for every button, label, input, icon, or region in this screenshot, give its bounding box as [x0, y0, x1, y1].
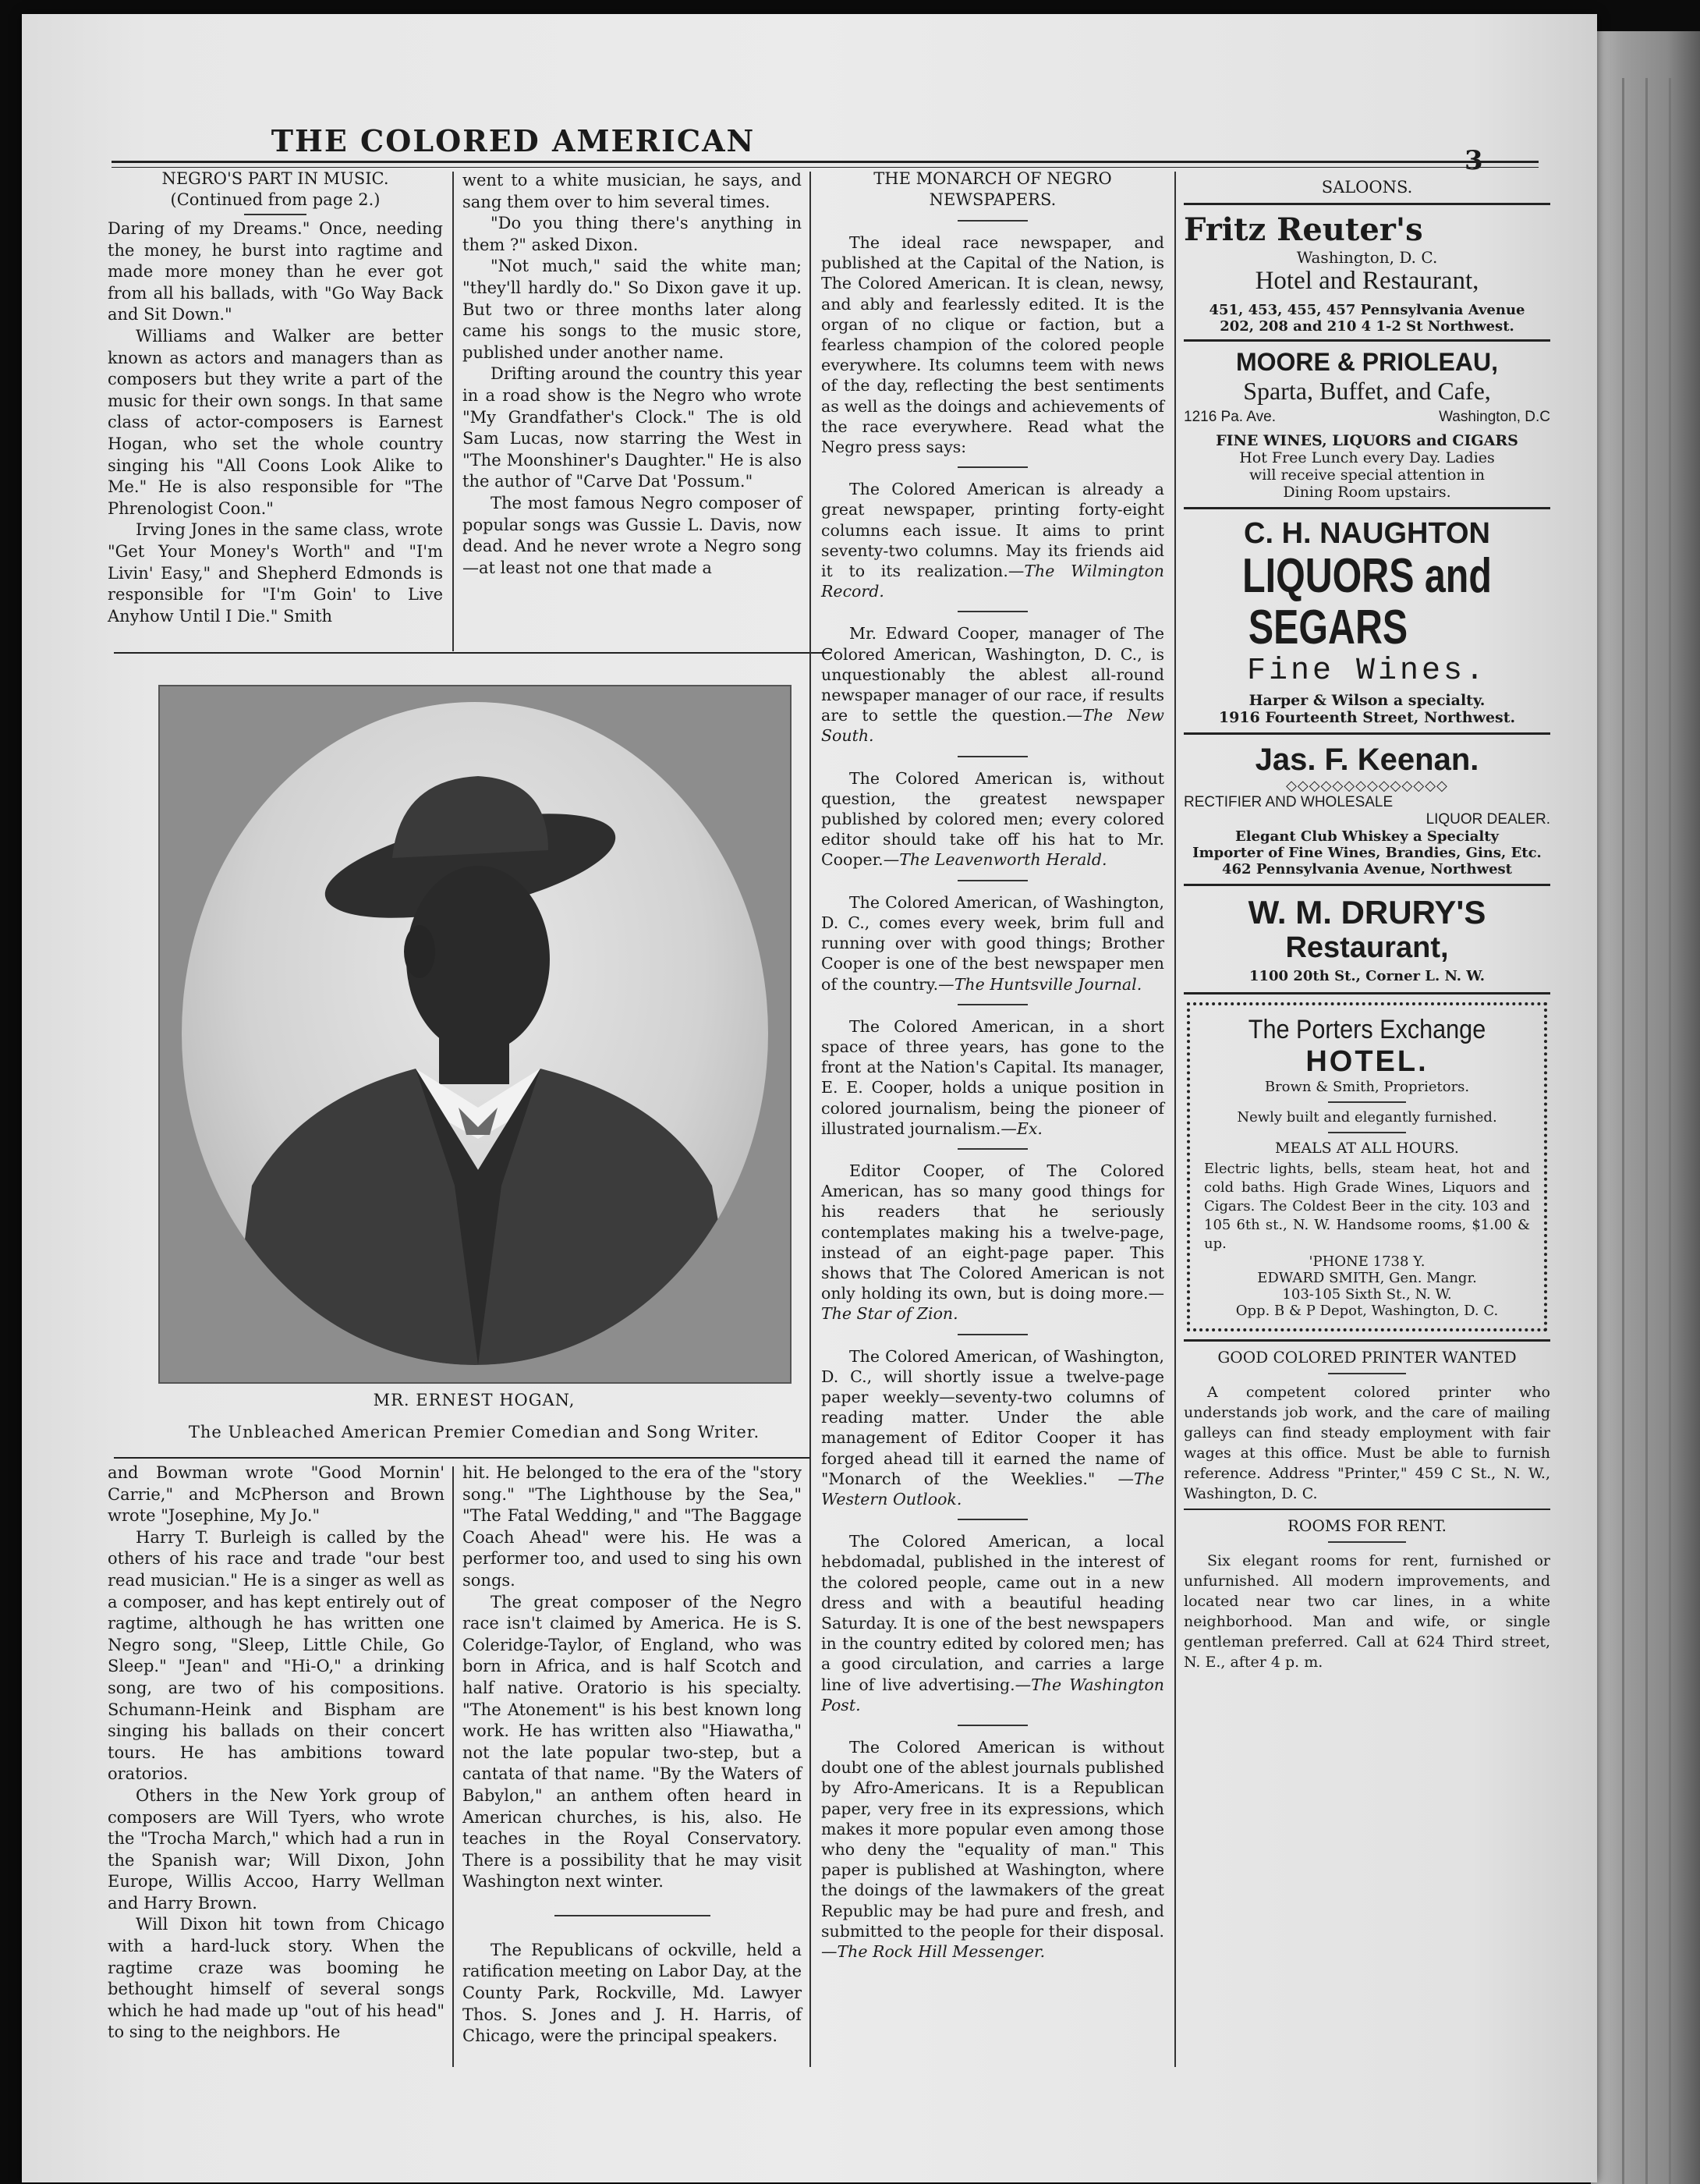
ad-drury: [1184, 886, 1550, 992]
portrait-photo: [158, 685, 792, 1384]
advertisements: [1184, 178, 1550, 1677]
masthead: THE COLORED AMERICAN: [271, 123, 756, 158]
ad-description: Electric lights, bells, steam heat, hot and cold baths. High Grade Wines, Liquors and Cigars. The Coldest Beer in the city. 103 and 105 6th st., N. W. Handsome rooms, $1.00 & up.: [1204, 1161, 1530, 1252]
newspaper-page: [22, 14, 1597, 2182]
ad-line: Importer of Fine Wines, Brandies, Gins, Etc.: [1192, 845, 1542, 861]
quote-source: The Star of Zion.: [821, 1304, 958, 1324]
rule: [958, 1725, 1028, 1726]
ad-address: 1216 Pa. Ave.: [1184, 409, 1276, 425]
ad-heading: GOOD COLORED PRINTER WANTED: [1217, 1348, 1517, 1367]
page-edge: [1591, 31, 1700, 2184]
ad-title: The Porters Exchange: [1248, 1015, 1486, 1044]
quote-text: The Colored American is without doubt one of the ablest journals published by Afro-Americans. It is a Republican paper, very free in its expressions, which makes it more popular even among those who deny the "equality of man." This paper is published at Washington, where the doings of the lawmakers of the great Republic may be had pure and fresh, and submitted to the people for their disposal.—: [821, 1738, 1164, 1962]
rule: [958, 466, 1028, 468]
ad-city: Washington, D.C: [1439, 409, 1550, 425]
ad-address: 1916 Fourteenth Street, Northwest.: [1218, 709, 1516, 726]
ad-line: Hot Free Lunch every Day. Ladies: [1239, 449, 1495, 466]
article-subheading: (Continued from page 2.): [170, 190, 381, 209]
article-music-col2: [462, 170, 802, 579]
ad-porters-exchange: [1187, 1002, 1547, 1331]
press-quotes: [821, 466, 1164, 1962]
rule: [958, 1004, 1028, 1005]
press-quote: [821, 1737, 1164, 1962]
ad-phone: 'PHONE 1738 Y.: [1309, 1253, 1426, 1270]
quote-text: The Colored American is, without question, the greatest newspaper published by colored men; every colored editor should take off his hat to Mr. Cooper.—: [821, 768, 1164, 870]
column-rule: [809, 172, 811, 2067]
quote-text: Mr. Edward Cooper, manager of The Colored American, Washington, D. C., is unquestionably the ablest all-round newspaper manager of our race, if results are to settle the question.—: [821, 624, 1164, 725]
ad-address: 202, 208 and 210 4 1-2 St Northwest.: [1220, 318, 1514, 335]
rule: [1328, 1373, 1406, 1374]
article-heading: NEGRO'S PART IN MUSIC.: [161, 169, 389, 188]
paragraph: Irving Jones in the same class, wrote "Get Your Money's Worth" and "I'm Livin' Easy," and Shepherd Edmonds is responsible for "I'm Goin' to Live Anyhow Until I Die." Smith: [108, 520, 443, 626]
paragraph: The most famous Negro composer of popular songs was Gussie L. Davis, now dead. And he never wrote a Negro song—at least not one that made a: [462, 493, 802, 577]
ad-subtitle: HOTEL.: [1305, 1045, 1429, 1078]
quote-text: The Colored American, a local hebdomadal, published in the interest of the colored people, came out in a new dress and with a beautiful heading Saturday. It is one of the best newspapers in the country edited by colored men; has a good circulation, and carries a large line of live advertising.—: [821, 1532, 1164, 1694]
caption-rule: [114, 1457, 809, 1459]
press-quote: [821, 892, 1164, 994]
rule: [958, 1148, 1028, 1150]
ad-line: Harper & Wilson a specialty.: [1248, 692, 1486, 709]
quote-source: The Western Outlook.: [821, 1469, 1164, 1509]
photo-caption-desc: The Unbleached American Premier Comedian and Song Writer.: [188, 1423, 760, 1441]
masthead-rule: [112, 161, 1539, 163]
article-music-lower2: [462, 1462, 802, 2048]
ad-manager: EDWARD SMITH, Gen. Mangr.: [1257, 1270, 1477, 1286]
ad-line: will receive special attention in: [1249, 466, 1485, 484]
rule: [958, 220, 1028, 222]
ad-heading: ROOMS FOR RENT.: [1287, 1516, 1447, 1535]
quote-source: The New South.: [821, 706, 1164, 746]
paragraph: Others in the New York group of composers are Will Tyers, who wrote the "Trocha March," which had a run in the Spanish war; Will Dixon, John Europe, Willis Accoo, Harry Wellman and Harry Brown.: [108, 1785, 444, 1913]
rule: [244, 214, 306, 215]
rule: [1328, 1541, 1406, 1543]
rule: [958, 880, 1028, 881]
rule: [958, 1334, 1028, 1335]
paragraph: and Bowman wrote "Good Mornin' Carrie," and McPherson and Brown wrote "Josephine, My Jo.": [108, 1463, 444, 1526]
rule: [1328, 1132, 1406, 1133]
press-quote: [821, 1346, 1164, 1510]
ad-naughton: [1184, 509, 1550, 732]
rule: [958, 611, 1028, 612]
article-heading: THE MONARCH OF NEGRO NEWSPAPERS.: [873, 169, 1112, 209]
ad-address: Opp. B & P Depot, Washington, D. C.: [1235, 1303, 1499, 1319]
quote-source: The Wilmington Record.: [821, 562, 1164, 601]
ad-big-line: SEGARS: [1248, 601, 1408, 654]
ad-address: 462 Pennsylvania Avenue, Northwest: [1222, 861, 1512, 878]
press-quote: [821, 1531, 1164, 1715]
ad-line: LIQUOR DEALER.: [1426, 811, 1550, 828]
paragraph: Will Dixon hit town from Chicago with a hard-luck story. When the ragtime craze was booming he bethought himself of several songs which he had made up "out of his head" to sing to the neighbors. He: [108, 1915, 444, 2042]
ad-title: W. M. DRURY'S: [1248, 894, 1486, 931]
quote-text: The Colored American, of Washington, D. C., will shortly issue a twelve-page paper weekly—seventy-two columns of reading matter. Under the able management of Editor Cooper it has forged ahead till it earned the name of "Monarch of the Weeklies." —: [821, 1346, 1164, 1488]
article-music-lower1: [108, 1462, 444, 2044]
column-rule: [452, 1466, 454, 2067]
ad-title: Jas. F. Keenan.: [1255, 743, 1479, 777]
ad-title: C. H. NAUGHTON: [1244, 517, 1490, 550]
ad-line: FINE WINES, LIQUORS and CIGARS: [1216, 432, 1518, 449]
ad-moore-prioleau: [1184, 342, 1550, 507]
paragraph: went to a white musician, he says, and sang them over to him several times.: [462, 171, 802, 211]
column-rule: [1174, 172, 1176, 2067]
rule: [554, 1915, 710, 1916]
edge-line: [1622, 78, 1624, 2184]
press-quote: [821, 623, 1164, 746]
paragraph: The great composer of the Negro race isn't claimed by America. He is S. Coleridge-Taylor, of England, who was born in Africa, and is half Scotch and half native. Oratorio is his specialty. "The Atonement" is his best known long work. He has written also "Hiawatha," not the late popular two-step, but a cantata of that name. "By the Waters of Babylon," an anthem often heard in American churches, is his, also. He teaches in the Royal Conservatory. There is a possibility that he may visit Washington next winter.: [462, 1592, 802, 1892]
quote-text: The Colored American is already a great newspaper, printing forty-eight columns each issue. It aims to print seventy-two columns. May its friends aid it to its realization.—: [821, 480, 1164, 581]
paragraph: Drifting around the country this year in a road show is the Negro who wrote "My Grandfather's Clock." The is old Sam Lucas, now starring the West in "The Moonshiner's Daughter." He is also the author of "Carve Dat 'Possum.": [462, 364, 802, 491]
rule: [1328, 1101, 1406, 1103]
ad-fritz-reuter: [1184, 205, 1550, 339]
ad-address: 103-105 Sixth St., N. W.: [1282, 1286, 1452, 1303]
ad-text: A competent colored printer who understands job work, and the care of mailing galleys can find steady employment with fair wages at this office. Must be able to furnish reference. Address "Printer," 459 C St., N. W., Washington, D. C.: [1184, 1384, 1550, 1502]
quote-source: Ex.: [1016, 1119, 1043, 1138]
quote-source: The Leavenworth Herald.: [899, 850, 1107, 870]
ad-big-line: LIQUORS and: [1242, 549, 1492, 603]
press-quote: [821, 768, 1164, 870]
ad-subtitle: Sparta, Buffet, and Cafe,: [1243, 377, 1491, 405]
paragraph: The ideal race newspaper, and published at the Capital of the Nation, is The Colored American. It is clean, newsy, and ably and fearlessly edited. It is the organ of no clique or faction, but a fearless champion of the colored people everywhere. Its columns teem with news of the day, reflecting the best sentiments as well as the doings and achievements of the race everywhere. Read what the Negro press says:: [821, 233, 1164, 457]
column-rule: [452, 172, 454, 651]
ad-line: Brown & Smith, Proprietors.: [1264, 1079, 1470, 1095]
ad-rooms-for-rent: [1184, 1510, 1550, 1677]
ad-line: MEALS AT ALL HOURS.: [1275, 1140, 1459, 1157]
quote-source: The Huntsville Journal.: [954, 974, 1142, 994]
article-rule: [114, 652, 831, 654]
ad-address: 1100 20th St., Corner L. N. W.: [1248, 968, 1485, 984]
paragraph: The Republicans of ockville, held a ratification meeting on Labor Day, at the County Park, Rockville, Md. Lawyer Thos. S. Jones and J. H. Harris, of Chicago, were the principal speakers.: [462, 1940, 802, 2046]
ad-title: Fritz Reuter's: [1184, 211, 1423, 248]
quote-text: The Colored American, of Washington, D. C., comes every week, brim full and running over with good things; Brother Cooper is one of the best newspaper men of the country.—: [821, 892, 1164, 994]
ad-ornament: ◇◇◇◇◇◇◇◇◇◇◇◇◇◇: [1286, 778, 1448, 794]
press-quote: [821, 1016, 1164, 1139]
edge-line: [1645, 78, 1648, 2184]
photo-caption-name: MR. ERNEST HOGAN,: [373, 1391, 576, 1409]
ad-keenan: [1184, 735, 1550, 884]
press-quote: [821, 479, 1164, 601]
ad-line: Dining Room upstairs.: [1283, 484, 1451, 501]
section-heading: SALOONS.: [1321, 178, 1413, 197]
paragraph: "Do you thing there's anything in them ?" asked Dixon.: [462, 214, 802, 254]
masthead-rule-thin: [112, 167, 1539, 168]
ad-text: Six elegant rooms for rent, furnished or unfurnished. All modern improvements, and located near two car lines, in a white neighborhood. Man and wife, or single gentleman preferred. Call at 624 Third street, N. E., after 4 p. m.: [1184, 1552, 1550, 1671]
paragraph: "Not much," said the white man; "they'll hardly do." So Dixon gave it up. But two or three months later along came his songs to the music store, published under another name.: [462, 257, 802, 362]
article-monarch: [821, 168, 1164, 1962]
paragraph: Daring of my Dreams." Once, needing the money, he burst into ragtime and made more money than he ever got from all his ballads, with "Go Way Back and Sit Down.": [108, 219, 443, 324]
portrait-oval: [182, 702, 768, 1365]
quote-source: The Washington Post.: [821, 1675, 1164, 1714]
quote-source: The Rock Hill Messenger.: [837, 1942, 1046, 1962]
press-quote: [821, 1161, 1164, 1324]
portrait-figure: [182, 702, 768, 1365]
ad-rule: [1184, 992, 1550, 994]
ad-city: Washington, D. C.: [1296, 248, 1438, 267]
paragraph: Harry T. Burleigh is called by the others of his race and trade "our best read musician." He is a singer as well as a composer, and has kept entirely out of ragtime, although he has written one Negro song, "Sleep, Little Chile, Go Sleep." "Jean" and "Hi-O," a drinking song, are two of his compositions. Schumann-Heink and Bispham are singing his ballads on their concert tours. He has ambitions toward oratorios.: [108, 1527, 444, 1784]
ad-fine-wines: Fine Wines.: [1246, 654, 1488, 689]
ad-line: Elegant Club Whiskey a Specialty: [1235, 828, 1499, 845]
ad-subtitle: Restaurant,: [1285, 931, 1449, 964]
ad-line: RECTIFIER AND WHOLESALE: [1184, 794, 1394, 810]
quote-text: Editor Cooper, of The Colored American, has so many good things for his readers that he seriously contemplates making his a twelve-page, instead of an eight-page paper. This shows that The Colored American is not only holding its own, but is doing more.—: [821, 1161, 1164, 1303]
rule: [958, 1519, 1028, 1520]
quote-text: The Colored American, in a short space of three years, has gone to the front at the Nation's Capital. Its manager, E. E. Cooper, holds a unique position in colored journalism, being the pioneer of illustrated journalism.—: [821, 1016, 1164, 1138]
paragraph: Williams and Walker are better known as actors and managers than as composers but they write a part of the music for their own songs. In that same class of actor-composers is Earnest Hogan, who set the whole country singing his "All Coons Look Alike to Me." He is also responsible for "The Phrenologist Coon.": [108, 326, 443, 518]
ad-address-row: [1184, 409, 1550, 426]
article-music-col1: [108, 168, 443, 627]
paragraph: hit. He belonged to the era of the "story song." "The Lighthouse by the Sea," "The Fatal Wedding," and "The Baggage Coach Ahead" were his. He was a performer too, and used to sing his own songs.: [462, 1463, 802, 1590]
edge-line: [1669, 78, 1671, 2184]
ad-address: 451, 453, 455, 457 Pennsylvania Avenue: [1209, 302, 1525, 318]
ad-line: Newly built and elegantly furnished.: [1237, 1109, 1497, 1126]
ad-printer-wanted: [1184, 1342, 1550, 1509]
rule: [958, 756, 1028, 757]
ad-subtitle: Hotel and Restaurant,: [1255, 267, 1479, 295]
ad-title: MOORE & PRIOLEAU,: [1235, 348, 1498, 376]
